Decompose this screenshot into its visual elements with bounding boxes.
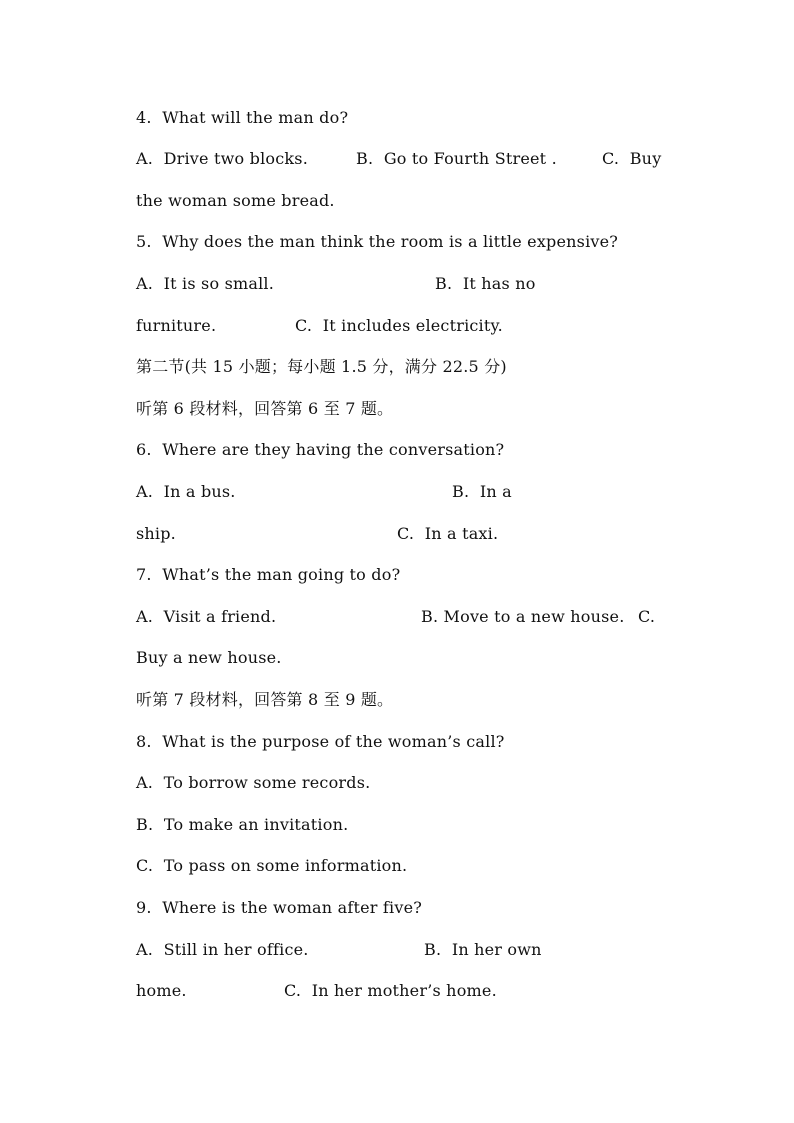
q8-option-c: C. To pass on some information. (136, 856, 408, 875)
q5-option-a: A. It is so small. (136, 274, 275, 293)
instruction-passage-7: 听第 7 段材料，回答第 8 至 9 题。 (136, 690, 394, 709)
q4-option-c: C. Buy (602, 149, 662, 168)
q5-option-b-continuation: furniture. (136, 316, 217, 335)
q9-option-a: A. Still in her office. (136, 940, 309, 959)
q6-option-b: B. In a (452, 482, 512, 501)
q6-option-c: C. In a taxi. (397, 524, 499, 543)
question-9: 9. Where is the woman after five? (136, 898, 423, 917)
q7-option-a: A. Visit a friend. (136, 607, 277, 626)
q8-option-a: A. To borrow some records. (136, 773, 371, 792)
q8-option-b: B. To make an invitation. (136, 815, 349, 834)
q5-option-b: B. It has no (435, 274, 536, 293)
q9-option-b-continuation: home. (136, 981, 187, 1000)
q5-option-c: C. It includes electricity. (295, 316, 503, 335)
question-4: 4. What will the man do? (136, 108, 349, 127)
question-7: 7. What’s the man going to do? (136, 565, 401, 584)
question-6: 6. Where are they having the conversation? (136, 440, 505, 459)
question-5: 5. Why does the man think the room is a little expensive? (136, 232, 619, 251)
q6-option-b-continuation: ship. (136, 524, 176, 543)
q4-option-b: B. Go to Fourth Street . (356, 149, 557, 168)
q7-option-c: C. (638, 607, 656, 626)
question-8: 8. What is the purpose of the woman’s call? (136, 732, 505, 751)
q9-option-c: C. In her mother’s home. (284, 981, 497, 1000)
q9-option-b: B. In her own (424, 940, 542, 959)
q6-option-a: A. In a bus. (136, 482, 236, 501)
section-heading: 第二节(共 15 小题；每小题 1.5 分，满分 22.5 分) (136, 357, 507, 376)
instruction-passage-6: 听第 6 段材料，回答第 6 至 7 题。 (136, 399, 394, 418)
q4-option-c-continuation: the woman some bread. (136, 191, 335, 210)
q7-option-b: B. Move to a new house. (421, 607, 625, 626)
q7-option-c-continuation: Buy a new house. (136, 648, 282, 667)
q4-option-a: A. Drive two blocks. (136, 149, 308, 168)
